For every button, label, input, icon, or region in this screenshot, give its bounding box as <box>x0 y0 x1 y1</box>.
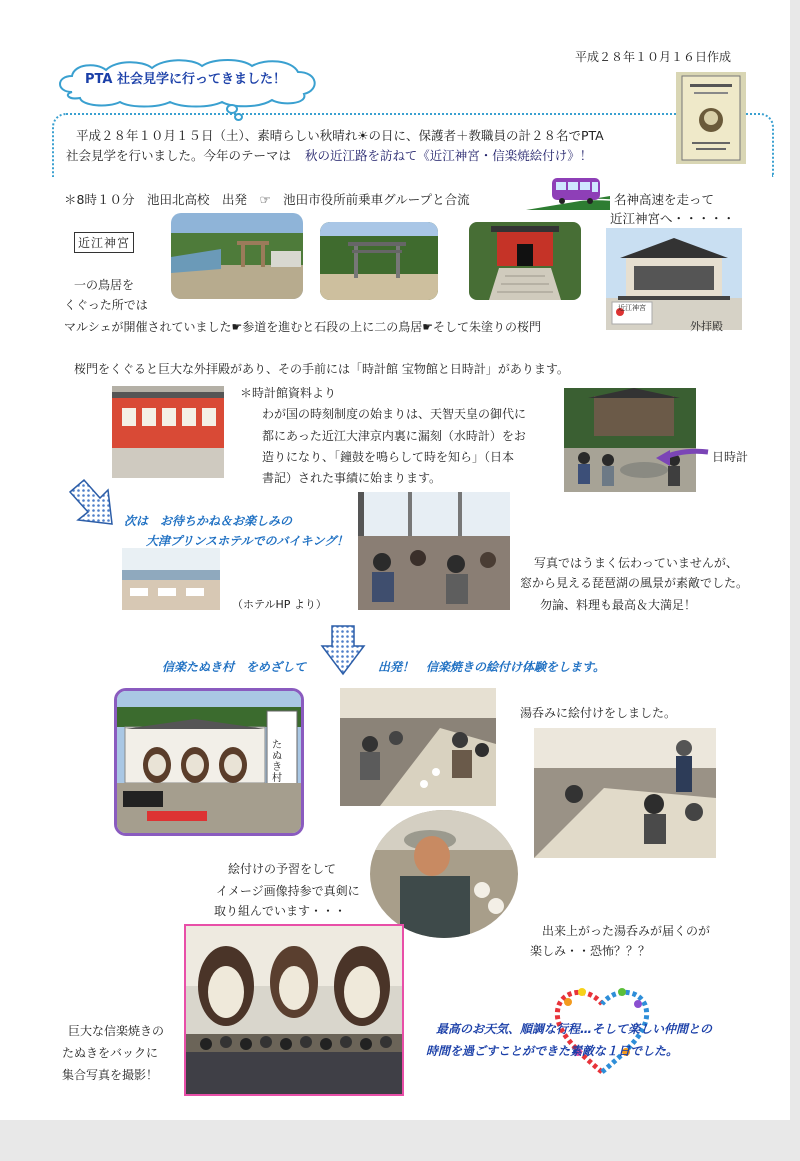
shrine-caption-2: くぐった所では <box>64 298 148 312</box>
gaihaiden-photo <box>606 228 742 330</box>
museum-source: ＊時計館資料より <box>240 386 337 400</box>
shigaraki-heading-left: 信楽たぬき村 をめざして <box>162 660 307 674</box>
group-caption-1: 巨大な信楽焼きの <box>68 1024 165 1038</box>
closing-line-2: 時間を過ごすことができた素敵な１日でした。 <box>426 1044 679 1058</box>
wait-caption-1: 出来上がった湯呑みが届くのが <box>542 924 711 938</box>
shigaraki-heading-right: 出発！ 信楽焼きの絵付け体験をします。 <box>378 660 606 674</box>
page-title: PTA 社会見学に行ってきました！ <box>85 72 286 87</box>
booklet-photo <box>676 72 746 164</box>
buffet-photo <box>358 492 510 610</box>
lunch-heading-2: 大津プリンスホテルでのバイキング！ <box>146 534 349 548</box>
sakuramon-photo <box>469 222 581 300</box>
intro-line-2-text: 社会見学を行いました。今年のテーマは <box>66 148 292 163</box>
museum-text-4: 書記）された事績に始まります。 <box>262 471 442 485</box>
torii-photo <box>320 222 438 300</box>
practice-caption-1: 絵付けの予習をして <box>228 862 337 876</box>
bus-icon <box>524 176 612 212</box>
cup-caption: 湯呑みに絵付けをしました。 <box>520 706 677 720</box>
hotel-caption: （ホテルHP より） <box>232 598 327 611</box>
painting-room-photo <box>340 688 496 806</box>
next-arrow-icon <box>66 478 120 530</box>
closing-line-1: 最高のお天気、順調な行程…そして楽しい仲間との <box>436 1022 713 1036</box>
wait-caption-2: 楽しみ・・恐怖？？？ <box>530 944 651 958</box>
sundial-label: 日時計 <box>712 450 749 464</box>
gaihaiden-sign-text: 近江神宮 <box>618 304 646 312</box>
clock-museum-photo <box>112 386 224 478</box>
sundial-pointer-arrow <box>654 444 710 468</box>
date-created: 平成２８年１０月１６日作成 <box>575 50 732 64</box>
painting-closeup-photo <box>370 810 518 938</box>
sakuramon-text: 桜門をくぐると巨大な外拝殿があり、その手前には「時計館 宝物館と日時計」があります。 <box>74 362 569 376</box>
sundial-photo <box>564 388 696 492</box>
lunch-note-3: 勿論、料理も最高＆大満足！ <box>540 598 697 612</box>
group-caption-2: たぬきをバックに <box>62 1046 159 1060</box>
lunch-heading-1: 次は お待ちかね＆お楽しみの <box>124 514 293 528</box>
departure-text: ＊8時１０分 池田北高校 出発 ☞ 池田市役所前乗車グループと合流 <box>64 192 470 207</box>
gaihaiden-label: 外拝殿 <box>690 320 723 333</box>
practice-caption-3: 取り組んでいます・・・ <box>214 904 347 918</box>
museum-text-2: 都にあった近江大津京内裏に漏刻（水時計）をお <box>262 429 526 443</box>
highway-text: 名神高速を走って <box>614 192 715 207</box>
shrine-caption-1: 一の鳥居を <box>74 278 135 292</box>
to-shrine-text: 近江神宮へ・・・・・ <box>610 211 736 226</box>
intro-line-2 <box>66 146 592 165</box>
hotel-hp-photo <box>122 548 220 610</box>
museum-text-1: わが国の時刻制度の始まりは、天智天皇の御代に <box>262 407 527 421</box>
intro-line-1: 平成２８年１０月１５日（土）、素晴らしい秋晴れ☀の日に、保護者＋教職員の計２８名でPTA <box>76 128 604 143</box>
lunch-note-1: 写真ではうまく伝わっていませんが、 <box>534 556 738 570</box>
intro-theme: 秋の近江路を訪ねて《近江神宮・信楽焼絵付け》！ <box>305 148 593 163</box>
group-photo <box>184 924 404 1096</box>
shop-sign-text: たぬき村 <box>272 740 282 784</box>
marche-photo <box>171 213 303 299</box>
practice-caption-2: イメージ画像持参で真剣に <box>216 884 360 898</box>
group-caption-3: 集合写真を撮影！ <box>62 1068 159 1082</box>
museum-text-3: 造りになり、「鐘鼓を鳴らして時を知ら」（日本 <box>262 450 515 464</box>
shrine-caption-3: マルシェが開催されていました☛参道を進むと石段の上に二の鳥居☛そして朱塗りの桜門 <box>64 320 541 334</box>
lunch-note-2: 窓から見える琵琶湖の風景が素敵でした。 <box>520 576 749 590</box>
painting-table-photo <box>534 728 716 858</box>
shrine-stamp: 近江神宮 <box>74 232 134 253</box>
down-arrow-icon <box>320 624 366 676</box>
